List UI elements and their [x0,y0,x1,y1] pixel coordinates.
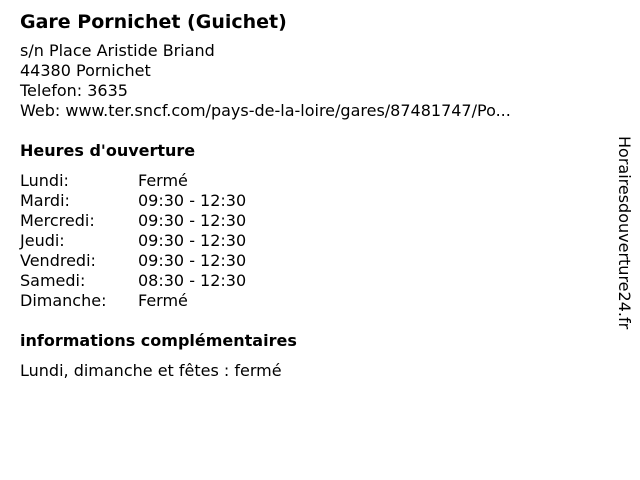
day-label: Dimanche: [20,291,107,310]
time-value: 08:30 - 12:30 [138,271,247,290]
hours-row-samedi [20,271,600,291]
opening-hours-heading: Heures d'ouverture [20,141,196,160]
hours-row-lundi [20,171,600,191]
time-value: 09:30 - 12:30 [138,191,247,210]
street-address: s/n Place Aristide Briand [20,41,215,60]
place-title: Gare Pornichet (Guichet) [20,11,287,33]
hours-row-mardi [20,191,600,211]
additional-info-text: Lundi, dimanche et fêtes : fermé [20,361,282,380]
additional-info-heading: informations complémentaires [20,331,297,350]
website-link[interactable]: Web: www.ter.sncf.com/pays-de-la-loire/gares/87481747/Po... [20,101,511,120]
opening-hours-table [20,171,600,311]
hours-row-mercredi [20,211,600,231]
time-value: 09:30 - 12:30 [138,211,247,230]
day-label: Vendredi: [20,251,96,270]
address-block [20,41,600,121]
time-value: Fermé [138,171,188,190]
day-label: Mercredi: [20,211,95,230]
day-label: Lundi: [20,171,69,190]
time-value: 09:30 - 12:30 [138,251,247,270]
hours-row-jeudi [20,231,600,251]
time-value: Fermé [138,291,188,310]
city-address: 44380 Pornichet [20,61,151,80]
hours-row-vendredi [20,251,600,271]
site-brand-watermark: Horairesdouverture24.fr [615,136,634,330]
day-label: Samedi: [20,271,86,290]
time-value: 09:30 - 12:30 [138,231,247,250]
day-label: Mardi: [20,191,70,210]
phone-number: Telefon: 3635 [20,81,128,100]
day-label: Jeudi: [20,231,65,250]
hours-row-dimanche [20,291,600,311]
place-card [20,9,600,381]
